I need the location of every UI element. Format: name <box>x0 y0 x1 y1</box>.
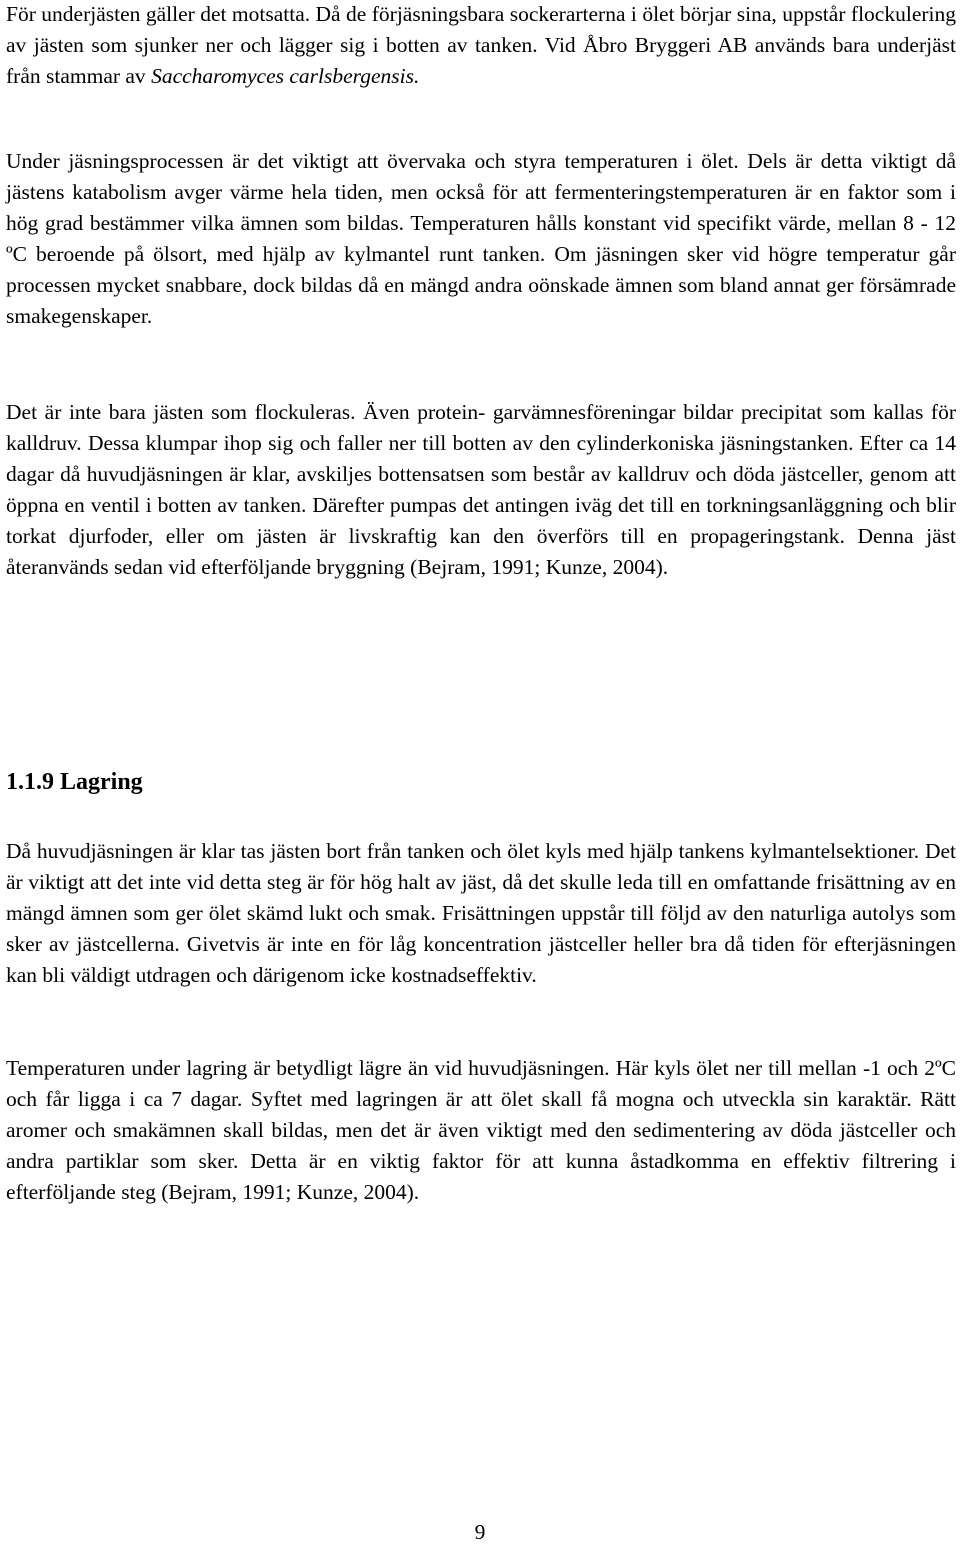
paragraph-lagring-temperature: Temperaturen under lagring är betydligt lägre än vid huvudjäsningen. Här kyls ölet ner till mellan -1 och 2ºC och får ligga i ca 7 dagar. Syftet med lagringen är att ölet skall få mogna och utveckla sin karaktär. Rätt aromer och smakämnen skall bildas, men det är även viktigt med den sedimentering av döda jästceller och andra partiklar som sker. Detta är en viktig faktor för att kunna åstadkomma en effektiv filtrering i efterföljande steg (Bejram, 1991; Kunze, 2004). <box>6 1056 956 1204</box>
page-number: 9 <box>474 1520 486 1544</box>
section-number: 1.1.9 <box>6 769 54 795</box>
paragraph-bottom-yeast <box>6 0 956 92</box>
paragraph-flocculation: Det är inte bara jästen som flockuleras. Även protein- garvämnesföreningar bildar precipitat som kallas för kalldruv. Dessa klumpar ihop sig och faller ner till botten av den cylinderkoniska jäsningstanken. Efter ca 14 dagar då huvudjäsningen är klar, avskiljes bottensatsen som består av kalldruv och döda jästceller, genom att öppna en ventil i botten av tanken. Därefter pumpas det antingen iväg det till en torkningsanläggning och blir torkat djurfoder, eller om jästen är livskraftig kan den överförs till en propageringstank. Denna jäst återanvänds sedan vid efterföljande bryggning (Bejram, 1991; Kunze, 2004). <box>6 400 956 579</box>
paragraph-lagring-intro: Då huvudjäsningen är klar tas jästen bort från tanken och ölet kyls med hjälp tankens kylmantelsektioner. Det är viktigt att det inte vid detta steg är för hög halt av jäst, då det skulle leda till en omfattande frisättning av en mängd ämnen som ger ölet skämd lukt och smak. Frisättningen uppstår till följd av den naturliga autolys som sker av jästcellerna. Givetvis är inte en för låg koncentration jästceller heller bra då tiden för efterjäsningen kan bli väldigt utdragen och därigenom icke kostnadseffektiv. <box>6 839 956 987</box>
species-name: Saccharomyces carlsbergensis. <box>151 64 420 88</box>
section-title: Lagring <box>60 769 143 795</box>
paragraph-text: För underjästen gäller det motsatta. Då de förjäsningsbara sockerarterna i ölet börjar sina, uppstår flockulering av jästen som sjunker ner och lägger sig i botten av tanken. Vid Åbro Bryggeri AB används bara underjäst från stammar av <box>6 2 956 88</box>
section-heading <box>6 766 143 798</box>
paragraph-fermentation-temperature: Under jäsningsprocessen är det viktigt att övervaka och styra temperaturen i ölet. Dels är detta viktigt då jästens katabolism avger värme hela tiden, men också för att fermenteringstemperaturen är en faktor som i hög grad bestämmer vilka ämnen som bildas. Temperaturen hålls konstant vid specifikt värde, mellan 8 - 12 ºC beroende på ölsort, med hjälp av kylmantel runt tanken. Om jäsningen sker vid högre temperatur går processen mycket snabbare, dock bildas då en mängd andra oönskade ämnen som bland annat ger försämrade smakegenskaper. <box>6 149 956 328</box>
